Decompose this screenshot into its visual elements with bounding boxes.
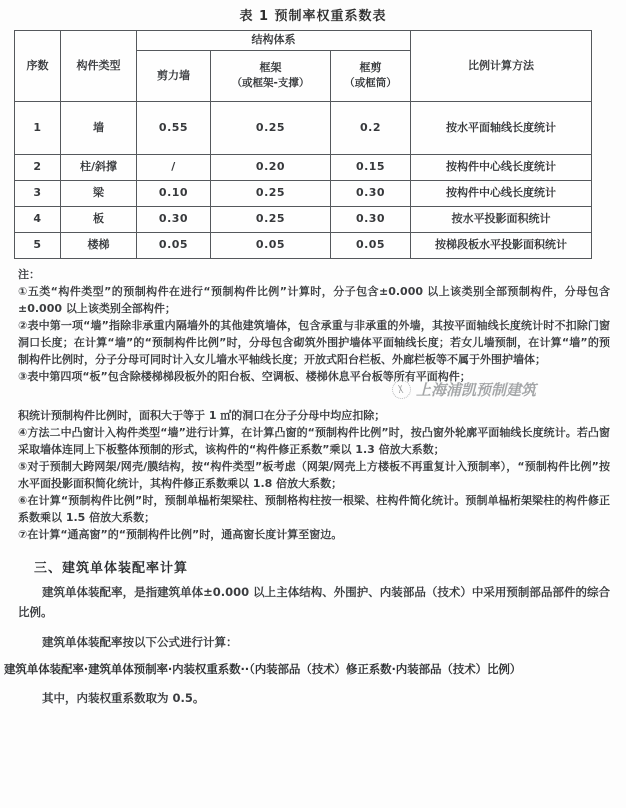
header-frame-sub: （或框架-支撑） (231, 77, 310, 90)
cell-shear-wall: 0.05 (137, 233, 211, 259)
header-index: 序数 (15, 31, 61, 102)
cell-type: 楼梯 (61, 233, 137, 259)
note-item-4: ④方法二中凸窗计入构件类型“墙”进行计算，在计算凸窗的“预制构件比例”时，按凸窗外轮廓平面轴线长度统计。若凸窗采取墙体连同上下板整体预制的形式，该构件的“构件修正系数”乘以 1.3 倍放大系数； (18, 426, 610, 456)
section-paragraph-2: 建筑单体装配率按以下公式进行计算： (42, 635, 238, 649)
page-break-gap (0, 385, 626, 407)
cell-frame-shear: 0.30 (331, 181, 411, 207)
coefficient-table-wrapper (0, 30, 626, 259)
cell-frame: 0.05 (211, 233, 331, 259)
cell-frame-shear: 0.30 (331, 207, 411, 233)
section-paragraph-1: 建筑单体装配率，是指建筑单体±0.000 以上主体结构、外围护、内装部品（技术）中采用预制部品部件的综合比例。 (18, 585, 610, 619)
table-row (15, 233, 592, 259)
table-header-row-1 (15, 31, 592, 51)
header-method: 比例计算方法 (411, 31, 592, 102)
assembly-rate-formula: 建筑单体装配率·建筑单体预制率·内装权重系数··（内装部品（技术）修正系数·内装部品（技术）比例） (4, 662, 522, 676)
notes-block-bottom (0, 407, 626, 543)
cell-index: 2 (15, 155, 61, 181)
table-row (15, 155, 592, 181)
table-row (15, 207, 592, 233)
table-row (15, 102, 592, 155)
table-row (15, 181, 592, 207)
cell-frame-shear: 0.2 (331, 102, 411, 155)
section-tail (0, 680, 626, 708)
header-frame (211, 51, 331, 102)
page-title: 表 1 预制率权重系数表 (239, 9, 387, 24)
cell-type: 板 (61, 207, 137, 233)
header-frame-shear-main: 框剪 (359, 61, 382, 75)
cell-method: 按梯段板水平投影面积统计 (411, 233, 592, 259)
watermark-text: 上海浦凯预制建筑 (416, 381, 537, 399)
cell-frame-shear: 0.05 (331, 233, 411, 259)
note-continuation: 积统计预制构件比例时，面积大于等于 1 ㎡的洞口在分子分母中均应扣除； (18, 409, 386, 422)
cell-type: 梁 (61, 181, 137, 207)
header-component-type: 构件类型 (61, 31, 137, 102)
section-body (0, 576, 626, 652)
cell-frame: 0.25 (211, 181, 331, 207)
cell-index: 5 (15, 233, 61, 259)
note-item-2: ②表中第一项“墙”指除非承重内隔墙外的其他建筑墙体，包含承重与非承重的外墙，其按平面轴线长度统计时不扣除门窗洞口长度；在计算“墙”的“预制构件比例”时，分母包含砌筑外围护墙体平面轴线长度；若女儿墙预制，在计算“墙”的预制构件比例时，分子分母可同时计入女儿墙水平轴线长度；开放式阳台栏板、外廊栏板等不属于外围护墙体； (18, 319, 610, 366)
section-paragraph-3: 其中，内装权重系数取为 0.5。 (42, 691, 205, 705)
coefficient-table (14, 30, 592, 259)
cell-shear-wall: 0.30 (137, 207, 211, 233)
note-item-7: ⑦在计算“通高窗”的“预制构件比例”时，通高窗长度计算至窗边。 (18, 528, 343, 541)
note-item-3: ③表中第四项“板”包含除楼梯梯段板外的阳台板、空调板、楼梯休息平台板等所有平面构件； (18, 370, 471, 383)
cell-method: 按水平面轴线长度统计 (411, 102, 592, 155)
cell-shear-wall: 0.10 (137, 181, 211, 207)
section-gap (0, 543, 626, 557)
header-frame-main: 框架 (259, 61, 282, 75)
cell-frame: 0.25 (211, 207, 331, 233)
cell-shear-wall: 0.55 (137, 102, 211, 155)
section-heading: 三、建筑单体装配率计算 (34, 561, 189, 576)
cell-index: 3 (15, 181, 61, 207)
cell-frame-shear: 0.15 (331, 155, 411, 181)
notes-label: 注： (18, 268, 40, 281)
cell-index: 1 (15, 102, 61, 155)
cell-type: 墙 (61, 102, 137, 155)
notes-block-top (0, 259, 626, 385)
cell-method: 按构件中心线长度统计 (411, 181, 592, 207)
cell-index: 4 (15, 207, 61, 233)
cell-frame: 0.20 (211, 155, 331, 181)
note-item-5: ⑤对于预制大跨网架/网壳/膜结构，按“构件类型”板考虑（网架/网壳上方楼板不再重复计入预制率），“预制构件比例”按水平面投影面积简化统计，其构件修正系数乘以 1.8 倍放大系数； (18, 460, 610, 490)
note-item-1: ①五类“构件类型”的预制构件在进行“预制构件比例”计算时，分子包含±0.000 以上该类别全部预制构件，分母包含±0.000 以上该类别全部构件； (18, 285, 610, 315)
cell-frame: 0.25 (211, 102, 331, 155)
header-frame-shear (331, 51, 411, 102)
cell-shear-wall: / (137, 155, 211, 181)
cell-method: 按水平投影面积统计 (411, 207, 592, 233)
header-shear-wall: 剪力墙 (137, 51, 211, 102)
cell-method: 按构件中心线长度统计 (411, 155, 592, 181)
note-item-6: ⑥在计算“预制构件比例”时，预制单榀桁架梁柱、预制格构柱按一根梁、柱构件简化统计。预制单榀桁架梁柱的构件修正系数乘以 1.5 倍放大系数； (18, 494, 610, 524)
header-structural-system: 结构体系 (137, 31, 411, 51)
header-frame-shear-sub: （或框筒） (344, 77, 397, 90)
table-body (15, 102, 592, 259)
cell-type: 柱/斜撑 (61, 155, 137, 181)
